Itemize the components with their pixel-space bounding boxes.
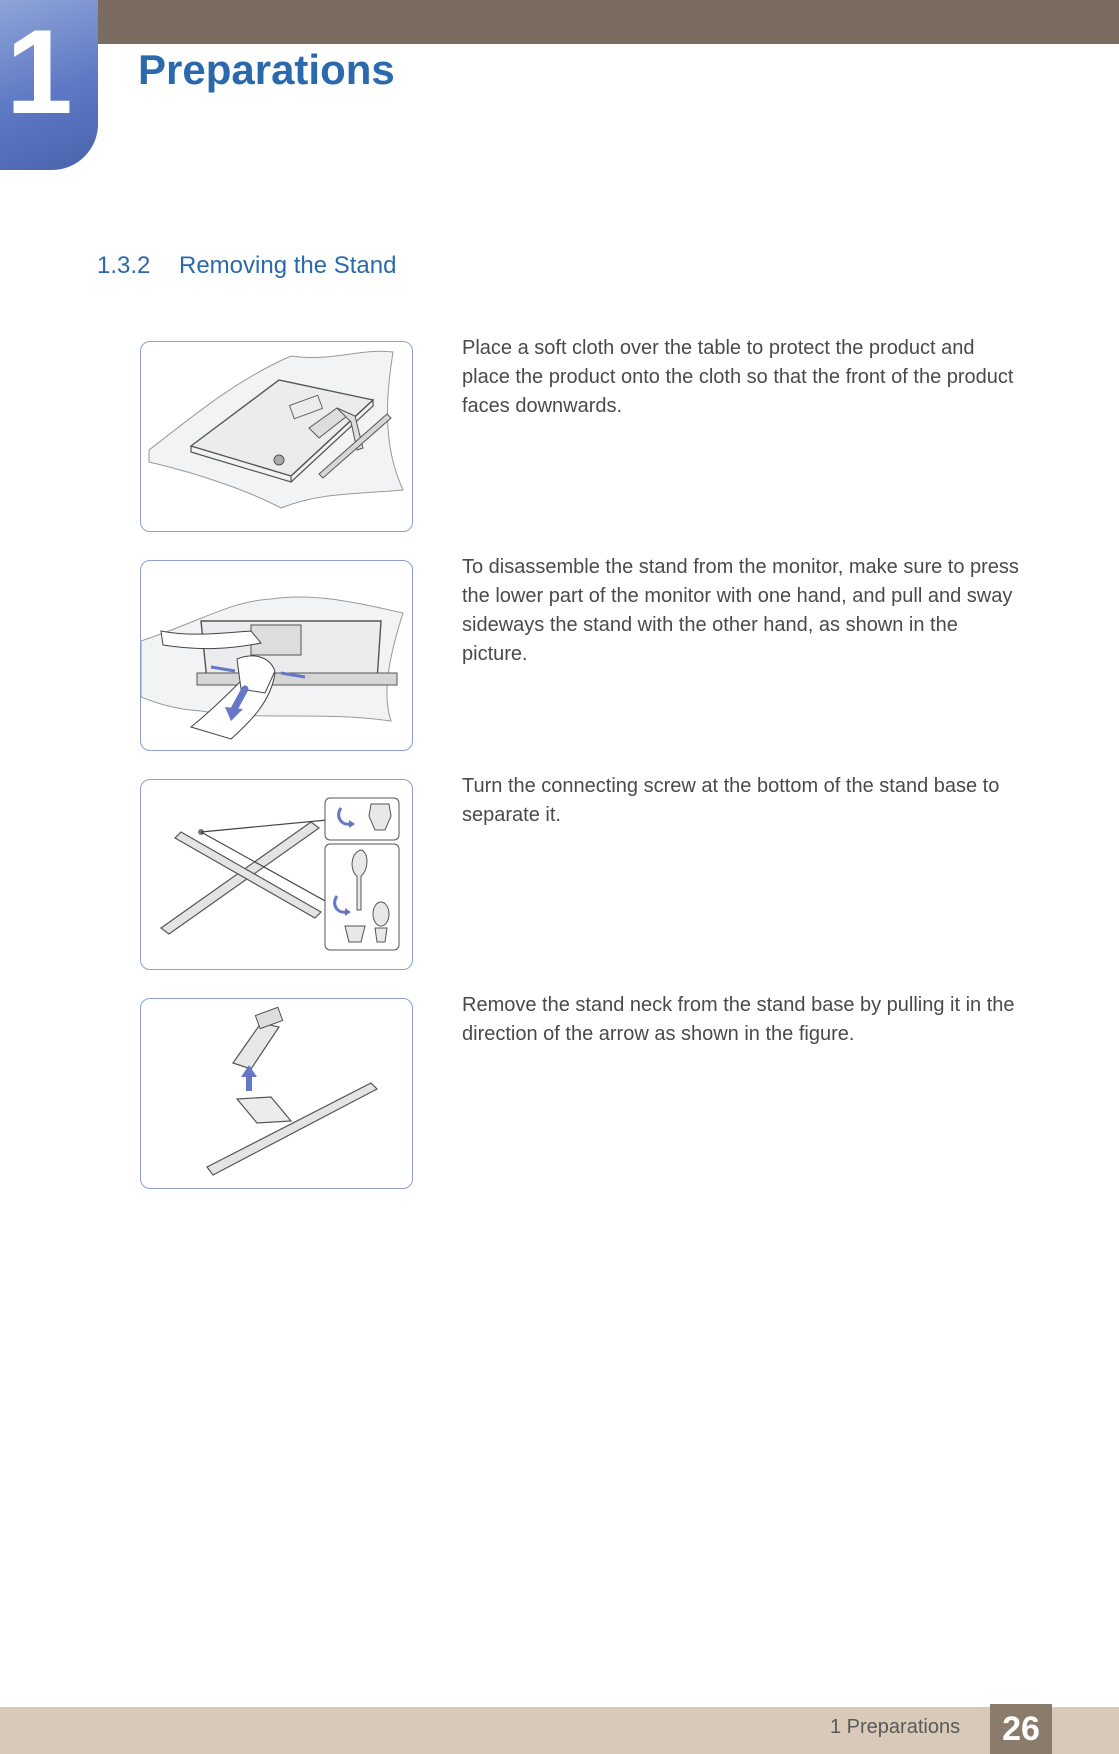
chapter-number-tab [0,0,98,170]
step-2-text: To disassemble the stand from the monitor, make sure to press the lower part of the monitor with one hand, and pull and sway sideways the stand with the other hand, as shown in the picture. [462,556,1019,665]
step-3-illustration [140,779,413,970]
section-title: Removing the Stand [179,252,397,279]
section-heading [97,252,396,280]
step-4-text: Remove the stand neck from the stand base by pulling it in the direction of the arrow as shown in the figure. [462,994,1015,1045]
step-1-text: Place a soft cloth over the table to protect the product and place the product onto the cloth so that the front of the product faces downwards. [462,337,1014,417]
section-number: 1.3.2 [97,252,151,279]
chapter-title: Preparations [138,46,395,93]
step-1-illustration [140,341,413,532]
step-2-illustration [140,560,413,751]
hands-removing-stand-icon [141,561,413,751]
step-3-text: Turn the connecting screw at the bottom of the stand base to separate it. [462,775,1000,826]
step-4-illustration [140,998,413,1189]
chapter-number: 1 [6,5,73,139]
page-number: 26 [990,1704,1052,1754]
stand-neck-removal-icon [141,999,413,1189]
footer-chapter-label: 1 Preparations [830,1716,961,1738]
stand-base-screw-icon [141,780,413,970]
monitor-on-cloth-icon [141,342,413,532]
header-bar [0,0,1119,44]
